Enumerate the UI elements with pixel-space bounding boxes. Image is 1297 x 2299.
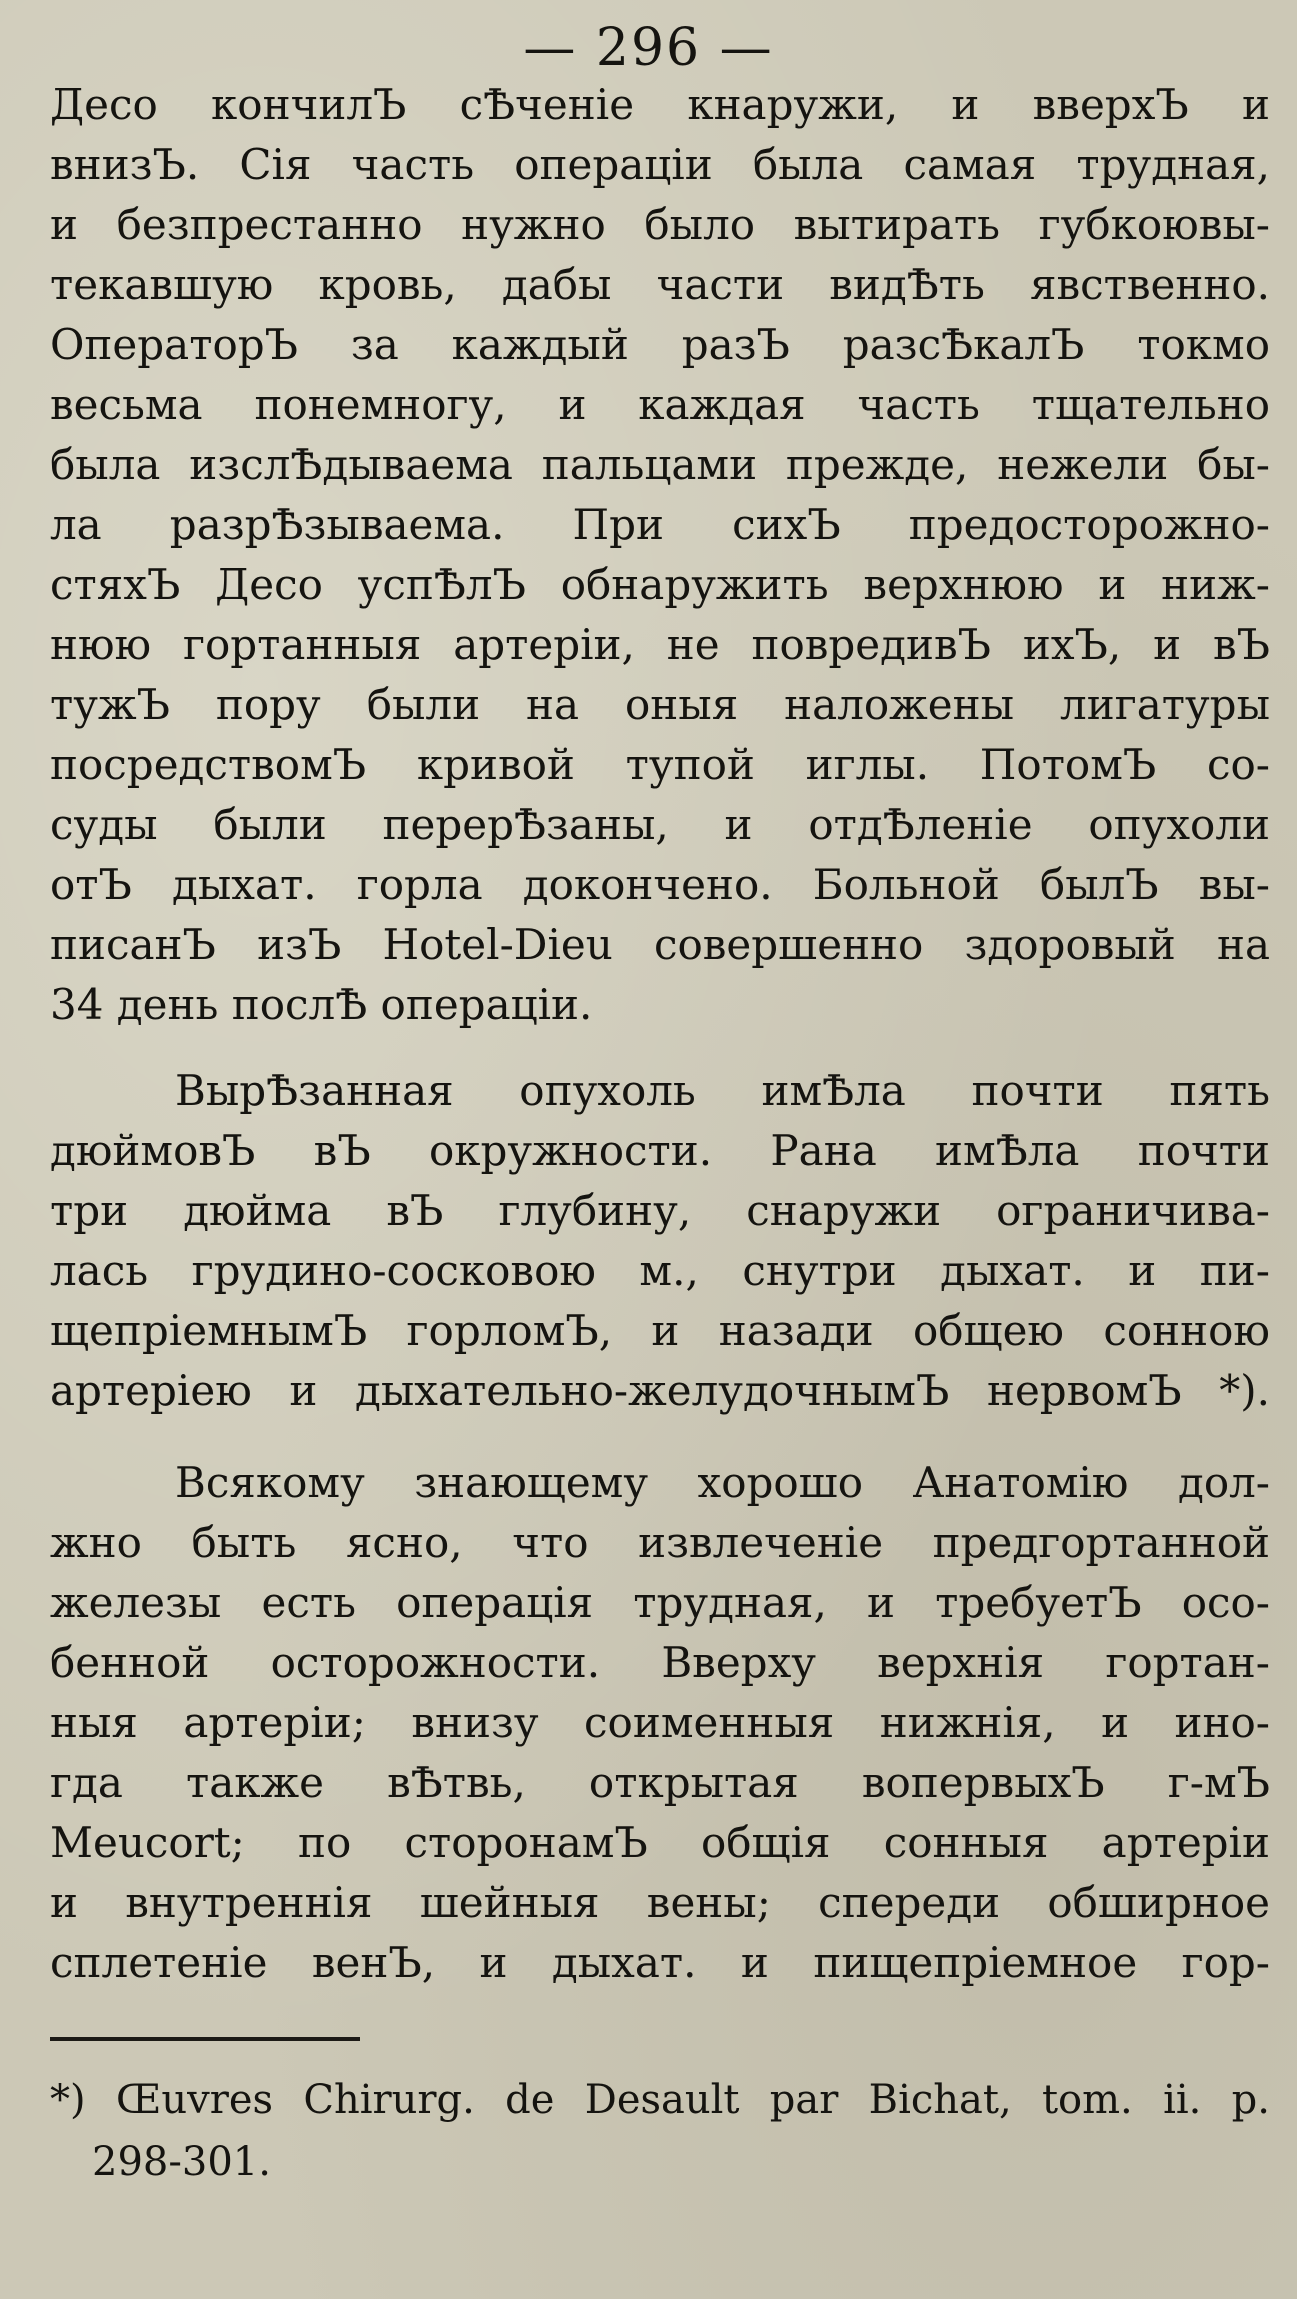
text-line: весьма понемногу, и каждая часть тщательно xyxy=(50,380,1270,429)
text-line: и внутреннія шейныя вены; спереди обширное xyxy=(50,1878,1270,1927)
text-line: 34 день послѢ операціи. xyxy=(50,980,593,1029)
text-line: лась грудино-сосковою м., снутри дыхат. и пи- xyxy=(50,1246,1270,1295)
text-line: Всякому знающему хорошо Анатомію дол- xyxy=(175,1458,1270,1507)
text-line: Meucort; по сторонамЪ общія сонныя артеріи xyxy=(50,1818,1270,1867)
text-line: и безпрестанно нужно было вытирать губкоювы- xyxy=(50,200,1270,249)
text-line: жно быть ясно, что извлеченіе предгортанной xyxy=(50,1518,1270,1567)
text-line: железы есть операція трудная, и требуетЪ осо- xyxy=(50,1578,1270,1627)
page-number: — 296 — xyxy=(523,18,774,78)
text-line: отЪ дыхат. горла докончено. Больной былЪ вы- xyxy=(50,860,1270,909)
text-line: стяхЪ Десо успѢлЪ обнаружить верхнюю и ниж- xyxy=(50,560,1270,609)
text-line: внизЪ. Сія часть операціи была самая трудная, xyxy=(50,140,1270,189)
text-line: три дюйма вЪ глубину, снаружи ограничива- xyxy=(50,1186,1270,1235)
text-line: текавшую кровь, дабы части видѢть явственно. xyxy=(50,260,1270,309)
text-line: сплетеніе венЪ, и дыхат. и пищепріемное гор- xyxy=(50,1938,1270,1987)
text-line: дюймовЪ вЪ окружности. Рана имѢла почти xyxy=(50,1126,1270,1175)
text-line: Десо кончилЪ сѢченіе кнаружи, и вверхЪ и xyxy=(50,80,1270,129)
footnote-line: 298-301. xyxy=(92,2139,271,2185)
text-line: суды были перерѢзаны, и отдѢленіе опухоли xyxy=(50,800,1270,849)
text-line: нюю гортанныя артеріи, не повредивЪ ихЪ, и вЪ xyxy=(50,620,1270,669)
text-line: ла разрѢзываема. При сихЪ предосторожно- xyxy=(50,500,1270,549)
text-line: бенной осторожности. Вверху верхнія гортан- xyxy=(50,1638,1270,1687)
text-line: была изслѢдываема пальцами прежде, нежели бы- xyxy=(50,440,1270,489)
text-line: тужЪ пору были на оныя наложены лигатуры xyxy=(50,680,1270,729)
text-line: артеріею и дыхательно-желудочнымЪ нервомЪ *). xyxy=(50,1366,1270,1415)
text-line: щепріемнымЪ горломЪ, и назади общею сонною xyxy=(50,1306,1270,1355)
text-line: ВырѢзанная опухоль имѢла почти пять xyxy=(175,1066,1270,1115)
text-line: гда также вѢтвь, открытая вопервыхЪ г-мЪ xyxy=(50,1758,1270,1807)
footnote-divider xyxy=(50,2037,360,2041)
text-line: ныя артеріи; внизу соименныя нижнія, и ино- xyxy=(50,1698,1270,1747)
text-line: посредствомЪ кривой тупой иглы. ПотомЪ со- xyxy=(50,740,1270,789)
text-line: ОператорЪ за каждый разЪ разсѢкалЪ токмо xyxy=(50,320,1270,369)
text-line: писанЪ изЪ Hotel-Dieu совершенно здоровый на xyxy=(50,920,1270,969)
footnote-line: *) Œuvres Chirurg. de Desault par Bichat, tom. ii. p. xyxy=(50,2077,1270,2123)
